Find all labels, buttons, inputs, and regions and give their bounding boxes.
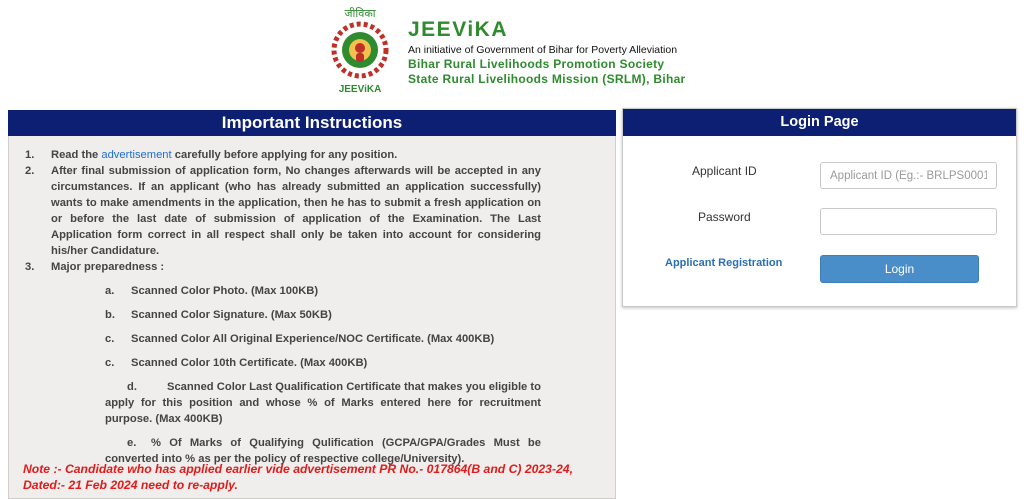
site-header (0, 0, 1024, 104)
instructions-panel (8, 110, 616, 499)
jeevika-logo (322, 4, 398, 96)
login-button[interactable]: Login (820, 255, 979, 283)
re-apply-note: Note :- Candidate who has applied earlier vide advertisement PR No.- 017864(B and C) 2023-24, Dated:- 21 Feb 2024 need to re-apply. (23, 462, 573, 492)
applicant-id-label: Applicant ID (692, 164, 757, 178)
applicant-id-input[interactable] (820, 162, 997, 189)
instructions-list (25, 147, 541, 467)
preparedness-item-a: a. Scanned Color Photo. (Max 100KB) (105, 285, 319, 297)
brand-block (408, 18, 686, 86)
preparedness-item-c1: c. Scanned Color All Original Experience/NOC Certificate. (Max 400KB) (105, 333, 495, 345)
svg-text:जीविका: जीविका (344, 7, 376, 20)
brand-tagline: An initiative of Government of Bihar for Poverty Alleviation (408, 44, 678, 56)
preparedness-item-d: d. Scanned Color Last Qualification Certificate that makes you eligible to apply for this position and whose % of Marks entered here for recruitment purpose. (Max 400KB) (105, 381, 541, 425)
brand-name: JEEViKA (408, 18, 508, 41)
instruction-item-3: 3. Major preparedness : (25, 261, 165, 273)
svg-text:JEEViKA: JEEViKA (338, 84, 382, 95)
preparedness-item-c2: c. Scanned Color 10th Certificate. (Max 400KB) (105, 357, 368, 369)
instructions-title: Important Instructions (8, 110, 616, 136)
instruction-item-1: 1. Read the advertisement carefully before applying for any position. (25, 149, 398, 161)
org-name-line2: State Rural Livelihoods Mission (SRLM), Bihar (408, 72, 686, 86)
org-name-line1: Bihar Rural Livelihoods Promotion Society (408, 57, 665, 71)
password-label: Password (698, 210, 751, 224)
instruction-item-2: 2. After final submission of application form, No changes afterwards will be accepted in any circumstances. If an applicant (who has already submitted an application successfully) wants to make amendments in the application, then he has to submit a fresh application on or before the last date of submission of application of the Examination. The Last Application form correct in all respect shall only be taken into account for considering his/her Candidature. (25, 165, 541, 257)
preparedness-item-b: b. Scanned Color Signature. (Max 50KB) (105, 309, 332, 321)
preparedness-item-e: e. % Of Marks of Qualifying Qulification (GCPA/GPA/Grades Must be converted into % as per the policy of respective college/University). (105, 437, 541, 465)
login-panel (622, 108, 1017, 307)
applicant-registration-link[interactable]: Applicant Registration (665, 257, 783, 269)
advertisement-link[interactable]: advertisement (101, 149, 172, 161)
password-input[interactable] (820, 208, 997, 235)
login-title: Login Page (623, 109, 1016, 136)
